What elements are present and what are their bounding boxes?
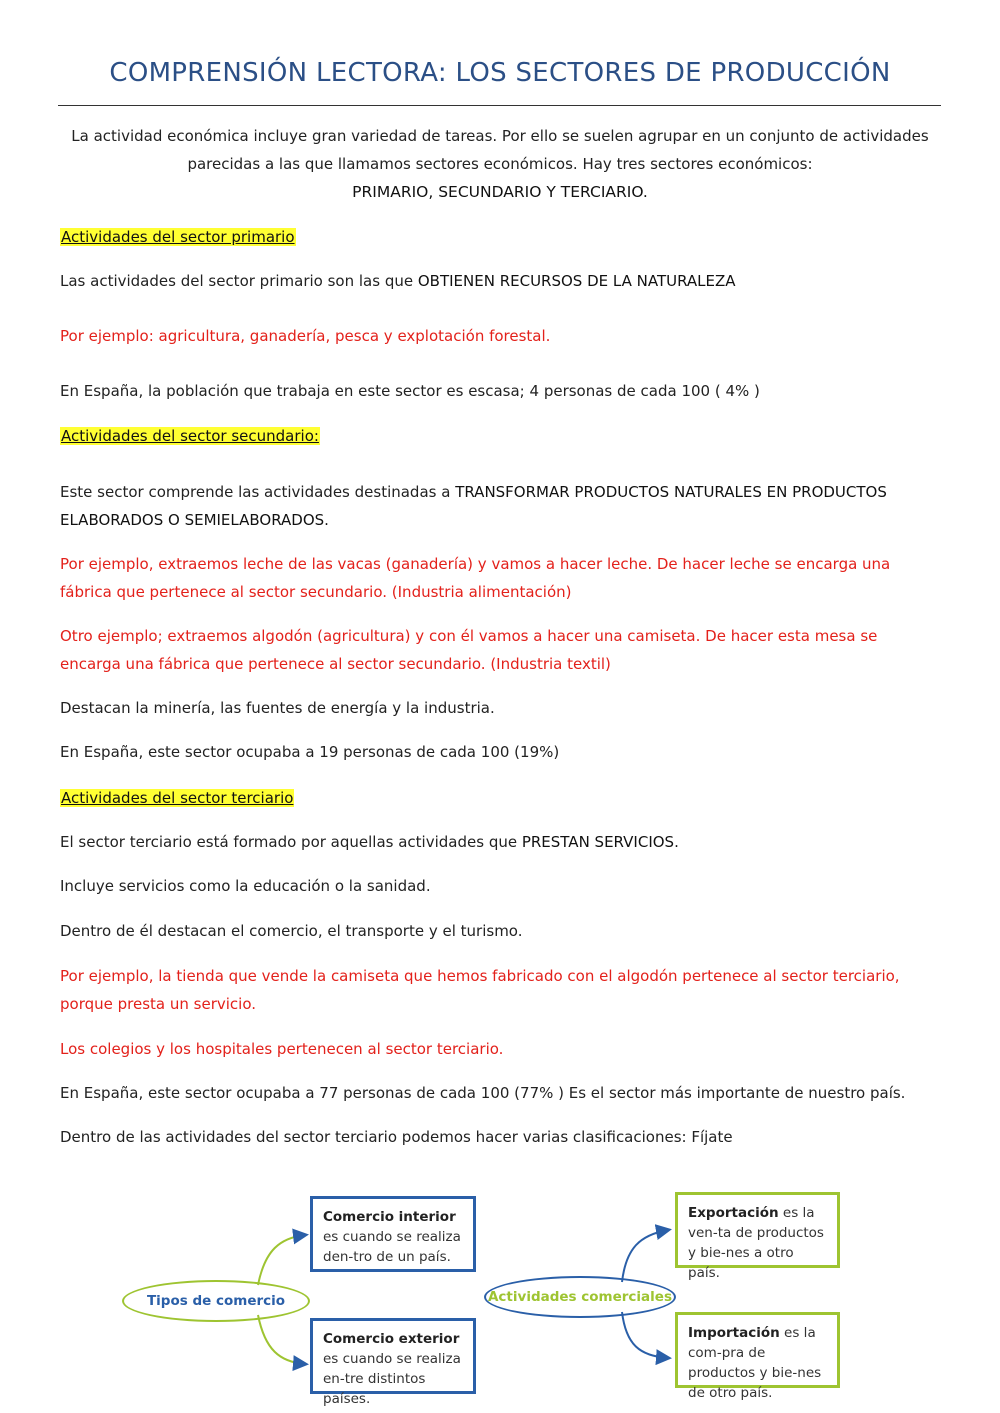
terciario-def-caps: PRESTAN SERVICIOS. <box>521 833 679 851</box>
secundario-highlights: Destacan la minería, las fuentes de energía y la industria. <box>60 699 495 717</box>
arrow-to-importacion <box>622 1312 668 1358</box>
secundario-def-caps: TRANSFORMAR PRODUCTOS NATURALES EN PRODUCTOS <box>455 483 887 501</box>
importacion-term: Importación <box>688 1325 780 1341</box>
primario-def-text: Las actividades del sector primario son las que <box>60 272 418 290</box>
terciario-example-1: Por ejemplo, la tienda que vende la camiseta que hemos fabricado con el algodón pertenece al sector terciario, <box>60 967 900 985</box>
terciario-within: Dentro de él destacan el comercio, el transporte y el turismo. <box>60 922 523 940</box>
secundario-def-text: Este sector comprende las actividades destinadas a <box>60 483 456 501</box>
exportacion-box <box>675 1192 840 1281</box>
heading-terciario-text: Actividades del sector terciario <box>61 789 294 807</box>
terciario-example-1b: porque presta un servicio. <box>60 995 257 1013</box>
page-title: COMPRENSIÓN LECTORA: LOS SECTORES DE PRODUCCIÓN <box>109 58 891 88</box>
secundario-example-2: Otro ejemplo; extraemos algodón (agricultura) y con él vamos a hacer una camiseta. De hacer esta mesa se <box>60 627 878 645</box>
primario-example: Por ejemplo: agricultura, ganadería, pesca y explotación forestal. <box>60 327 551 345</box>
primario-stat: En España, la población que trabaja en este sector es escasa; 4 personas de cada 100 ( 4% ) <box>60 382 760 400</box>
secundario-example-1: Por ejemplo, extraemos leche de las vacas (ganadería) y vamos a hacer leche. De hacer leche se encarga una <box>60 555 891 573</box>
exportacion-desc: es la ven-ta de productos y bie-nes a otro país. <box>688 1205 824 1281</box>
secundario-example-2b: encarga una fábrica que pertenece al sector secundario. (Industria textil) <box>60 655 611 673</box>
heading-primario-text: Actividades del sector primario <box>61 228 295 246</box>
arrow-to-comercio-interior <box>258 1235 305 1285</box>
intro-line: parecidas a las que llamamos sectores económicos. Hay tres sectores económicos: <box>187 155 813 173</box>
secundario-def-caps-2: ELABORADOS O SEMIELABORADOS. <box>60 511 329 529</box>
terciario-stat: En España, este sector ocupaba a 77 personas de cada 100 (77% ) Es el sector más importante de nuestro país. <box>60 1084 906 1102</box>
tipos-de-comercio-node: Tipos de comercio <box>122 1280 310 1322</box>
importacion-box <box>675 1312 840 1401</box>
importacion-desc: es la com-pra de productos y bie-nes de otro país. <box>688 1325 822 1401</box>
terciario-example-2: Los colegios y los hospitales pertenecen al sector terciario. <box>60 1040 504 1058</box>
primario-def-caps: OBTIENEN RECURSOS DE LA NATURALEZA <box>417 272 736 290</box>
terciario-includes: Incluye servicios como la educación o la sanidad. <box>60 877 431 895</box>
terciario-classify: Dentro de las actividades del sector terciario podemos hacer varias clasificaciones: Fíjate <box>60 1128 733 1146</box>
comercio-exterior-term: Comercio exterior <box>323 1331 460 1347</box>
intro-line: La actividad económica incluye gran variedad de tareas. Por ello se suelen agrupar en un conjunto de actividades <box>71 127 929 145</box>
comercio-interior-term: Comercio interior <box>323 1209 456 1225</box>
comercio-interior-box <box>310 1196 476 1272</box>
secundario-example-1b: fábrica que pertenece al sector secundario. (Industria alimentación) <box>60 583 572 601</box>
actividades-comerciales-node: Actividades comerciales <box>484 1276 676 1318</box>
intro-sectors: PRIMARIO, SECUNDARIO Y TERCIARIO. <box>352 183 648 201</box>
comercio-exterior-box <box>310 1318 476 1407</box>
terciario-def-text: El sector terciario está formado por aquellas actividades que <box>60 833 522 851</box>
arrow-to-exportacion <box>622 1230 668 1282</box>
comercio-interior-desc: es cuando se realiza den-tro de un país. <box>323 1229 461 1265</box>
secundario-stat: En España, este sector ocupaba a 19 personas de cada 100 (19%) <box>60 743 560 761</box>
comercio-exterior-desc: es cuando se realiza en-tre distintos países. <box>323 1351 461 1407</box>
heading-secundario-text: Actividades del sector secundario: <box>61 427 319 445</box>
arrow-to-comercio-exterior <box>258 1315 305 1364</box>
exportacion-term: Exportación <box>688 1205 779 1221</box>
